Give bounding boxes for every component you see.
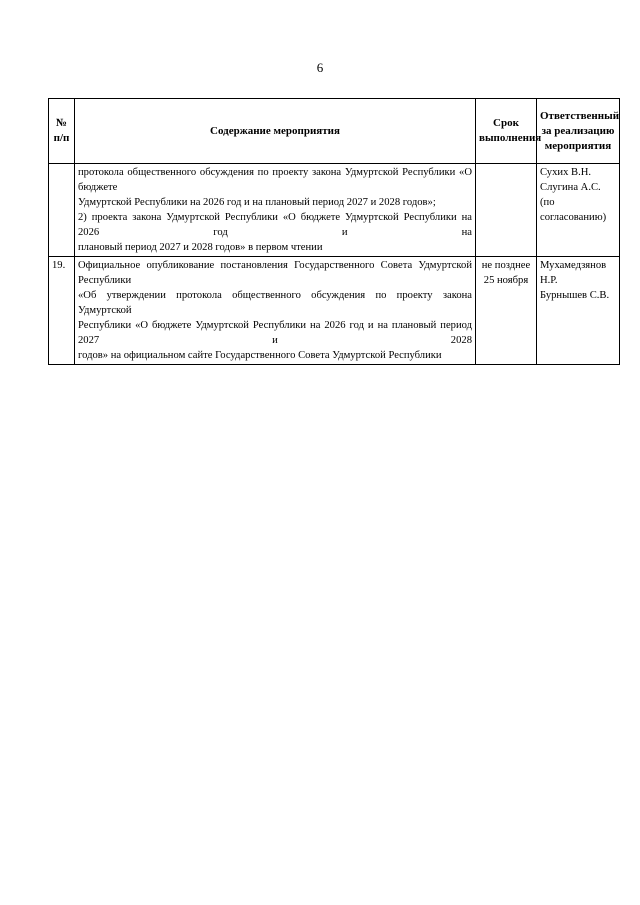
responsible-line: Сухих В.Н. xyxy=(540,167,592,178)
content-line: Удмуртской Республики на 2026 год и на плановый период 2027 и 2028 годов»; xyxy=(78,197,436,208)
row-deadline xyxy=(476,257,537,365)
content-line: протокола общественного обсуждения по проекту закона Удмуртской Республики «О бюджете xyxy=(78,167,472,193)
row-num: 19. xyxy=(49,257,75,365)
header-content: Содержание мероприятия xyxy=(75,99,476,164)
content-line: 2) проекта закона Удмуртской Республики «О бюджете Удмуртской Республики на 2026 год и на xyxy=(78,212,472,238)
content-line: плановый период 2027 и 2028 годов» в первом чтении xyxy=(78,242,323,253)
responsible-line: Мухамедзянов Н.Р. xyxy=(540,260,607,286)
content-line: Официальное опубликование постановления Государственного Совета Удмуртской Республики xyxy=(78,260,472,286)
content-line: годов» на официальном сайте Государственного Совета Удмуртской Республики xyxy=(78,350,442,361)
responsible-line: Слугина А.С. xyxy=(540,182,601,193)
row-responsible xyxy=(537,164,620,257)
header-deadline: Срок выполнения xyxy=(476,99,537,164)
content-line: «Об утверждении протокола общественного обсуждения по проекту закона Удмуртской xyxy=(78,290,472,316)
page-number: 6 xyxy=(316,60,324,75)
responsible-line: (по согласованию) xyxy=(540,197,607,223)
events-table xyxy=(48,98,620,365)
table-row xyxy=(49,164,620,257)
row-num xyxy=(49,164,75,257)
deadline-line: не позднее xyxy=(481,260,531,271)
row-content xyxy=(75,164,476,257)
row-content xyxy=(75,257,476,365)
deadline-line: 25 ноября xyxy=(483,275,529,286)
row-deadline xyxy=(476,164,537,257)
row-responsible xyxy=(537,257,620,365)
responsible-line: Бурнышев С.В. xyxy=(540,290,610,301)
header-responsible: Ответственный за реализацию мероприятия xyxy=(537,99,620,164)
content-line: Республики «О бюджете Удмуртской Республики на 2026 год и на плановый период 2027 и 2028 xyxy=(78,320,472,346)
table-header-row xyxy=(49,99,620,164)
table-row xyxy=(49,257,620,365)
header-num: № п/п xyxy=(49,99,75,164)
